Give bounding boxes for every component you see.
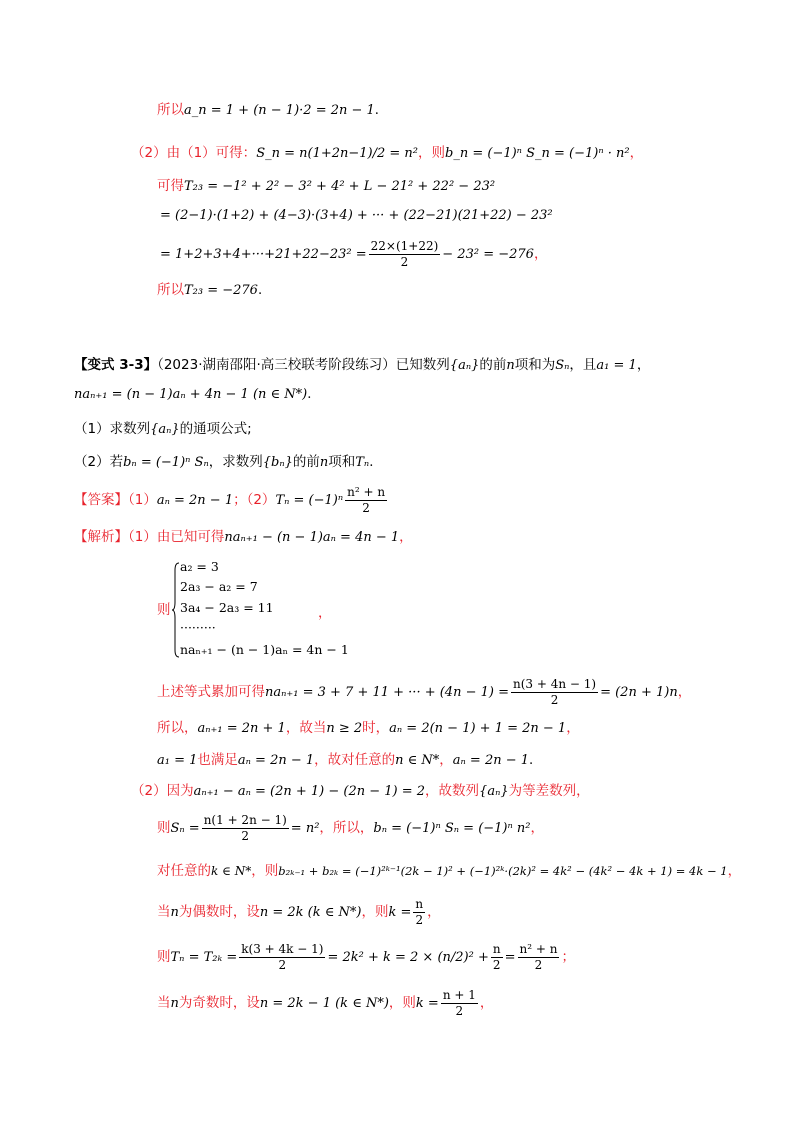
left-brace xyxy=(172,562,180,658)
answer-line: 【答案】（1）aₙ = 2n − 1；（2）Tₙ = (−1)ⁿ $\frac{\text{n² + n}}{2}$ xyxy=(74,485,386,515)
analysis-label: 【解析】 xyxy=(74,529,128,545)
fraction: $\frac{\text{n² + n}}{2}$ xyxy=(519,942,558,972)
analysis-line-4: a₁ = 1也满足aₙ = 2n − 1，故对任意的n ∈ N*，aₙ = 2n − 1. xyxy=(157,752,534,768)
system-prefix: 则 xyxy=(157,602,171,618)
analysis-line-3: 所以，aₙ₊₁ = 2n + 1，故当n ≥ 2时，aₙ = 2(n − 1) + 1 = 2n − 1， xyxy=(157,720,580,736)
fraction: $\frac{n + 1}{2}$ xyxy=(442,988,476,1018)
fraction: $\frac{n(3 + 4n - 1)}{2}$ xyxy=(512,677,597,707)
fraction: $\frac{n(1 + 2n - 1)}{2}$ xyxy=(203,813,287,843)
question-2: （2）若bₙ = (−1)ⁿ Sₙ，求数列{bₙ}的前n项和Tₙ. xyxy=(74,454,374,470)
answer-label: 【答案】 xyxy=(74,492,128,508)
fraction: $\frac{k(3 + 4k - 1)}{2}$ xyxy=(241,942,324,972)
problem-line-2: naₙ₊₁ = (n − 1)aₙ + 4n − 1 (n ∈ N*). xyxy=(74,387,312,402)
solution-line-b: （2）由（1）可得：S_n = n(1+2n−1)/2 = n²，则b_n = (−1)ⁿ S_n = (−1)ⁿ · n²， xyxy=(131,145,644,161)
analysis-line-1: 【解析】（1）由已知可得naₙ₊₁ − (n − 1)aₙ = 4n − 1， xyxy=(74,529,413,545)
solution-line-d: = (2−1)·(1+2) + (4−3)·(3+4) + ··· + (22−21)(21+22) − 23² xyxy=(160,208,553,223)
system-suffix: ， xyxy=(318,605,332,621)
system-eq-3: 3a₄ − 2a₃ = 11 xyxy=(180,600,274,615)
problem-label: 【变式 3-3】 xyxy=(74,357,158,373)
system-eq-1: a₂ = 3 xyxy=(180,559,219,574)
fraction: $\frac{n}{2}$ xyxy=(492,942,501,972)
fraction: $\frac{22\times(1+22)}{2}$ xyxy=(370,239,439,269)
system-eq-4: ········· xyxy=(180,620,216,635)
analysis-line-6: 则Sₙ = $\frac{n(1 + 2n - 1)}{2}$ = n²，所以，bₙ = (−1)ⁿ Sₙ = (−1)ⁿ n²， xyxy=(157,813,544,843)
fraction: $\frac{n}{2}$ xyxy=(415,897,424,927)
analysis-line-9: 则Tₙ = T₂ₖ = $\frac{k(3 + 4k - 1)}{2}$ = 2k² + k = 2 × (n/2)² + $\frac{n}{2}$ = $\frac{\text{n² + n}}{2}$ ； xyxy=(157,942,575,972)
analysis-line-7: 对任意的k ∈ N*，则b₂ₖ₋₁ + b₂ₖ = (−1)²ᵏ⁻¹(2k − 1)² + (−1)²ᵏ·(2k)² = 4k² − (4k² − 4k + 1) = 4k − 1， xyxy=(157,863,742,879)
solution-line-f: 所以T₂₃ = −276. xyxy=(157,282,263,298)
problem-line-1: 【变式 3-3】（2023·湖南邵阳·高三校联考阶段练习）已知数列{aₙ}的前n项和为Sₙ，且a₁ = 1， xyxy=(74,357,651,373)
solution-line-c: 可得T₂₃ = −1² + 2² − 3² + 4² + L − 21² + 22² − 23² xyxy=(157,178,496,194)
analysis-line-10: 当n为奇数时，设n = 2k − 1 (k ∈ N*)，则k = $\frac{n + 1}{2}$ ， xyxy=(157,988,494,1018)
analysis-line-2: 上述等式累加可得naₙ₊₁ = 3 + 7 + 11 + ··· + (4n − 1) = $\frac{n(3 + 4n - 1)}{2}$ = (2n + 1)n， xyxy=(157,677,692,707)
solution-line-a: 所以a_n = 1 + (n − 1)·2 = 2n − 1. xyxy=(157,102,379,118)
system-eq-5: naₙ₊₁ − (n − 1)aₙ = 4n − 1 xyxy=(180,642,349,657)
analysis-line-8: 当n为偶数时，设n = 2k (k ∈ N*)，则k = $\frac{n}{2}$ ， xyxy=(157,897,441,927)
analysis-line-5: （2）因为aₙ₊₁ − aₙ = (2n + 1) − (2n − 1) = 2，故数列{aₙ}为等差数列， xyxy=(131,783,590,799)
solution-line-e: = 1+2+3+4+···+21+22−23² = $\frac{22\times(1+22)}{2}$ − 23² = −276， xyxy=(160,239,548,269)
system-eq-2: 2a₃ − a₂ = 7 xyxy=(180,579,258,594)
question-1: （1）求数列{aₙ}的通项公式; xyxy=(74,421,252,437)
fraction: $\frac{\text{n² + n}}{2}$ xyxy=(347,485,386,515)
